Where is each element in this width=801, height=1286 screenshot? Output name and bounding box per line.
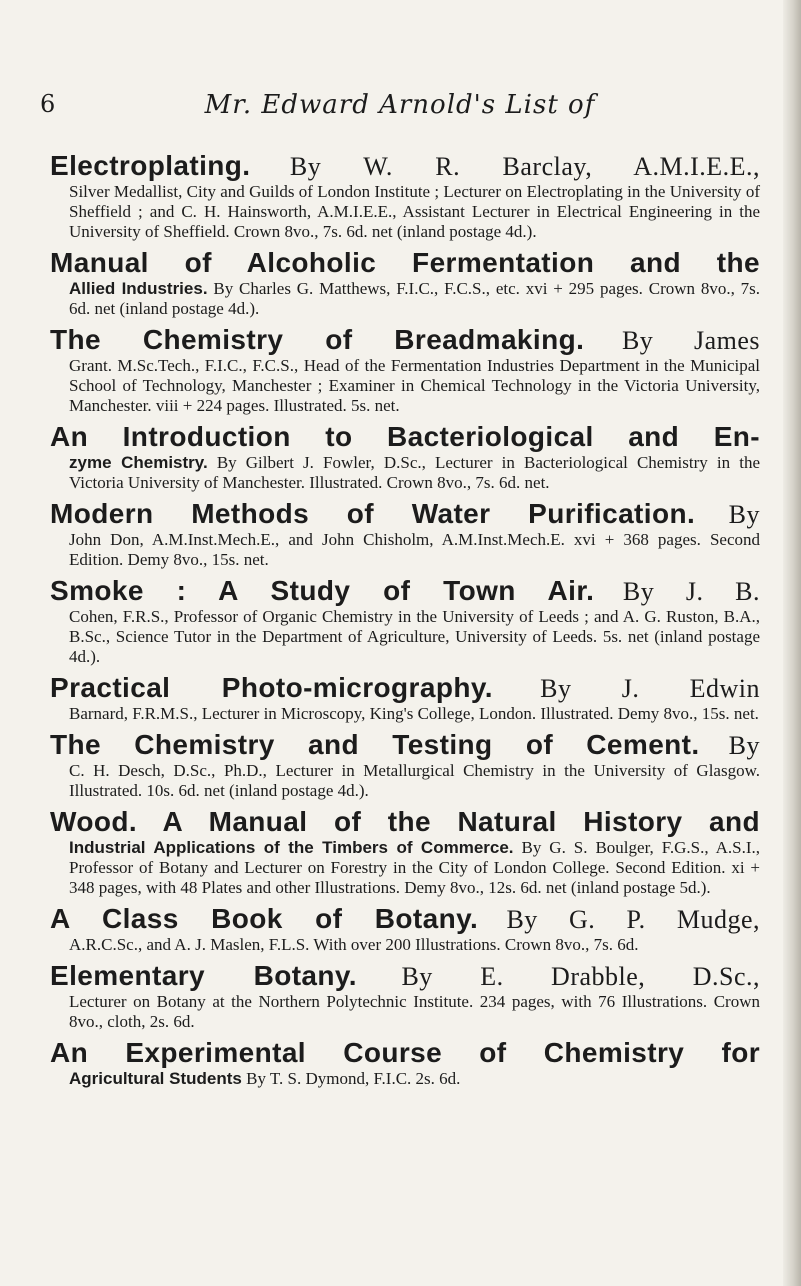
book-entry xyxy=(50,324,760,416)
entry-heading xyxy=(50,150,760,182)
book-entry xyxy=(50,960,760,1032)
page-edge xyxy=(783,0,801,1286)
book-entry xyxy=(50,575,760,667)
entry-description-text: By Charles G. Matthews, F.I.C., F.C.S., etc. xvi + 295 pages. Crown 8vo., 7s. 6d. net (inland postage 4d.). xyxy=(69,279,760,318)
entry-title: Wood. A Manual of the Natural History and xyxy=(50,806,760,837)
entry-description xyxy=(50,453,760,493)
entry-heading xyxy=(50,903,760,935)
entry-title: An Introduction to Bacteriological and En- xyxy=(50,421,760,452)
entry-description: Grant. M.Sc.Tech., F.I.C., F.C.S., Head of the Fermentation Industries Department in the Municipal School of Technology, Manchester ; Examiner in Chemical Technology in the Victoria University, Manchester. viii + 224 pages. Illustrated. 5s. net. xyxy=(69,356,760,415)
entry-author-lead: By J. Edwin xyxy=(540,674,760,703)
entry-heading xyxy=(50,324,760,356)
entry-heading xyxy=(50,498,760,530)
entry-subtitle: Agricultural Students xyxy=(69,1069,242,1088)
page-number: 6 xyxy=(40,90,56,118)
entry-title: Practical Photo-micrography. xyxy=(50,672,493,703)
entry-title: Electroplating. xyxy=(50,150,251,181)
entry-description: C. H. Desch, D.Sc., Ph.D., Lecturer in Metallurgical Chemistry in the University of Glasgow. Illustrated. 10s. 6d. net (inland postage 4d.). xyxy=(69,761,760,800)
entry-description xyxy=(50,838,760,898)
entry-description-text: By T. S. Dymond, F.I.C. 2s. 6d. xyxy=(241,1069,461,1088)
running-title: Mr. Edward Arnold's List of xyxy=(204,90,596,120)
entry-description xyxy=(50,1069,760,1089)
page-header xyxy=(40,90,760,130)
entry-title: A Class Book of Botany. xyxy=(50,903,479,934)
entry-heading xyxy=(50,247,760,279)
book-entry xyxy=(50,498,760,570)
book-entry xyxy=(50,903,760,955)
book-list xyxy=(50,150,760,1094)
entry-description: John Don, A.M.Inst.Mech.E., and John Chisholm, A.M.Inst.Mech.E. xvi + 368 pages. Second Edition. Demy 8vo., 15s. net. xyxy=(69,530,760,569)
entry-title: The Chemistry of Breadmaking. xyxy=(50,324,585,355)
entry-author-lead: By E. Drabble, D.Sc., xyxy=(401,962,760,991)
entry-description: Barnard, F.R.M.S., Lecturer in Microscopy, King's College, London. Illustrated. Demy 8vo., 15s. net. xyxy=(69,704,759,723)
entry-description: Silver Medallist, City and Guilds of London Institute ; Lecturer on Electroplating in the University of Sheffield ; and C. H. Hainsworth, A.M.I.E.E., Assistant Lecturer in Electrical Engineering in the University of Sheffield. Crown 8vo., 7s. 6d. net (inland postage 4d.). xyxy=(69,182,760,241)
entry-heading xyxy=(50,575,760,607)
book-entry xyxy=(50,247,760,319)
book-entry xyxy=(50,672,760,724)
entry-author-lead: By xyxy=(728,731,761,760)
entry-description: Lecturer on Botany at the Northern Polytechnic Institute. 234 pages, with 76 Illustrations. Crown 8vo., cloth, 2s. 6d. xyxy=(69,992,760,1031)
entry-heading xyxy=(50,1037,760,1069)
entry-heading xyxy=(50,960,760,992)
book-entry xyxy=(50,150,760,242)
entry-heading xyxy=(50,672,760,704)
entry-title: Modern Methods of Water Purification. xyxy=(50,498,696,529)
entry-title: Elementary Botany. xyxy=(50,960,357,991)
entry-subtitle: Industrial Applications of the Timbers of Commerce. xyxy=(69,838,514,857)
entry-description: A.R.C.Sc., and A. J. Maslen, F.L.S. With over 200 Illustrations. Crown 8vo., 7s. 6d. xyxy=(69,935,639,954)
entry-title: Manual of Alcoholic Fermentation and the xyxy=(50,247,760,278)
entry-description xyxy=(50,279,760,319)
entry-title: The Chemistry and Testing of Cement. xyxy=(50,729,700,760)
entry-author-lead: By W. R. Barclay, A.M.I.E.E., xyxy=(289,152,761,181)
entry-subtitle: Allied Industries. xyxy=(69,279,208,298)
entry-author-lead: By James xyxy=(621,326,760,355)
book-entry xyxy=(50,1037,760,1089)
book-entry xyxy=(50,421,760,493)
entry-heading xyxy=(50,806,760,838)
book-entry xyxy=(50,806,760,898)
entry-subtitle: zyme Chemistry. xyxy=(69,453,208,472)
entry-heading xyxy=(50,421,760,453)
entry-description: Cohen, F.R.S., Professor of Organic Chemistry in the University of Leeds ; and A. G. Ruston, B.A., B.Sc., Science Tutor in the Department of Agriculture, University of Leeds. 5s. net (inland postage 4d.). xyxy=(69,607,760,666)
entry-heading xyxy=(50,729,760,761)
book-entry xyxy=(50,729,760,801)
entry-author-lead: By J. B. xyxy=(622,577,760,606)
entry-description-text: By G. S. Boulger, F.G.S., A.S.I., Professor of Botany and Lecturer on Forestry in the City of London College. Second Edition. xi + 348 pages, with 48 Plates and other Illustrations. Demy 8vo., 12s. 6d. net (inland postage 5d.). xyxy=(69,838,761,897)
entry-title: Smoke : A Study of Town Air. xyxy=(50,575,595,606)
entry-author-lead: By G. P. Mudge, xyxy=(506,905,761,934)
entry-description-text: By Gilbert J. Fowler, D.Sc., Lecturer in Bacteriological Chemistry in the Victoria University of Manchester. Illustrated. Crown 8vo., 7s. 6d. net. xyxy=(69,453,760,492)
entry-author-lead: By xyxy=(728,500,760,529)
entry-title: An Experimental Course of Chemistry for xyxy=(50,1037,760,1068)
